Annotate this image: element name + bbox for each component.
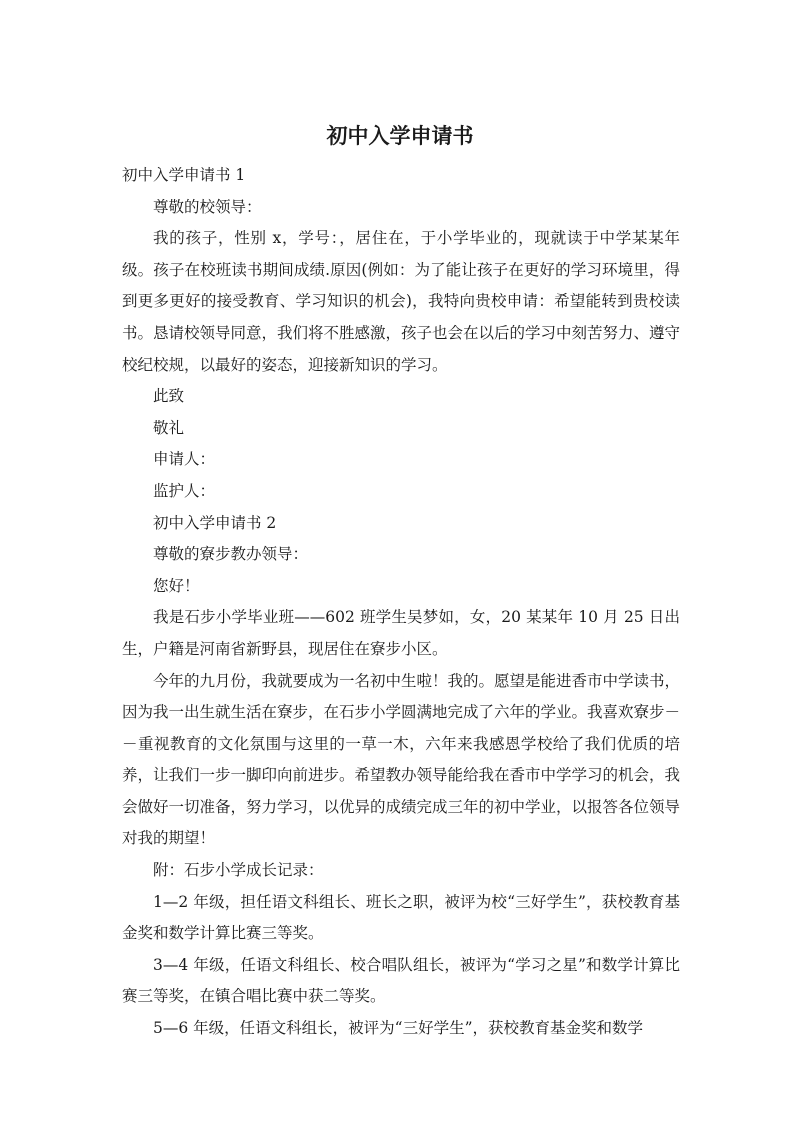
- document-title: 初中入学申请书: [326, 124, 474, 148]
- document-body: [122, 160, 680, 1045]
- body-paragraph-3: 今年的九月份，我就要成为一名初中生啦！我的。愿望是能进香市中学读书，因为我一出生就生活在寮步，在石步小学圆满地完成了六年的学业。我喜欢寮步－－重视教育的文化氛围与这里的一草一木，六年来我感恩学校给了我们优质的培养，让我们一步一脚印向前进步。希望教办领导能给我在香市中学学习的机会，我会做好一切准备，努力学习，以优异的成绩完成三年的初中学业，以报答各位领导对我的期望！: [122, 671, 681, 848]
- guardian-line: 监护人：: [153, 481, 216, 500]
- salutation-2: 尊敬的寮步教办领导：: [153, 545, 309, 564]
- record-grade-1-2: 1—2 年级，担任语文科组长、班长之职，被评为校“三好学生”，获校教育基金奖和数学计算比赛三等奖。: [122, 892, 680, 943]
- section-heading-1: 初中入学申请书 1: [122, 166, 246, 184]
- closing-line-2: 敬礼: [153, 418, 185, 437]
- section-heading-2: 初中入学申请书 2: [153, 513, 277, 532]
- greeting-line: 您好！: [153, 576, 200, 595]
- body-paragraph-2: 我是石步小学毕业班——602 班学生吴梦如，女，20 某某年 10 月 25 日出生，户籍是河南省新野县，现居住在寮步小区。: [122, 608, 680, 658]
- body-paragraph-1: 我的孩子，性别 x，学号：，居住在，于小学毕业的，现就读于中学某某年级。孩子在校班读书期间成绩.原因(例如：为了能让孩子在更好的学习环境里，得到更多更好的接受教育、学习知识的机会)，我特向贵校申请：希望能转到贵校读书。恳请校领导同意，我们将不胜感激，孩子也会在以后的学习中刻苦努力、遵守校纪校规，以最好的姿态，迎接新知识的学习。: [122, 229, 681, 374]
- closing-line-1: 此致: [153, 387, 185, 406]
- applicant-line: 申请人：: [153, 450, 216, 469]
- salutation-1: 尊敬的校领导：: [153, 197, 262, 216]
- record-grade-3-4: 3—4 年级，任语文科组长、校合唱队组长，被评为“学习之星”和数学计算比赛三等奖，在镇合唱比赛中获二等奖。: [122, 955, 680, 1006]
- record-grade-5-6: 5—6 年级，任语文科组长，被评为“三好学生”，获校教育基金奖和数学: [153, 1019, 644, 1038]
- appendix-heading: 附：石步小学成长记录：: [153, 861, 324, 880]
